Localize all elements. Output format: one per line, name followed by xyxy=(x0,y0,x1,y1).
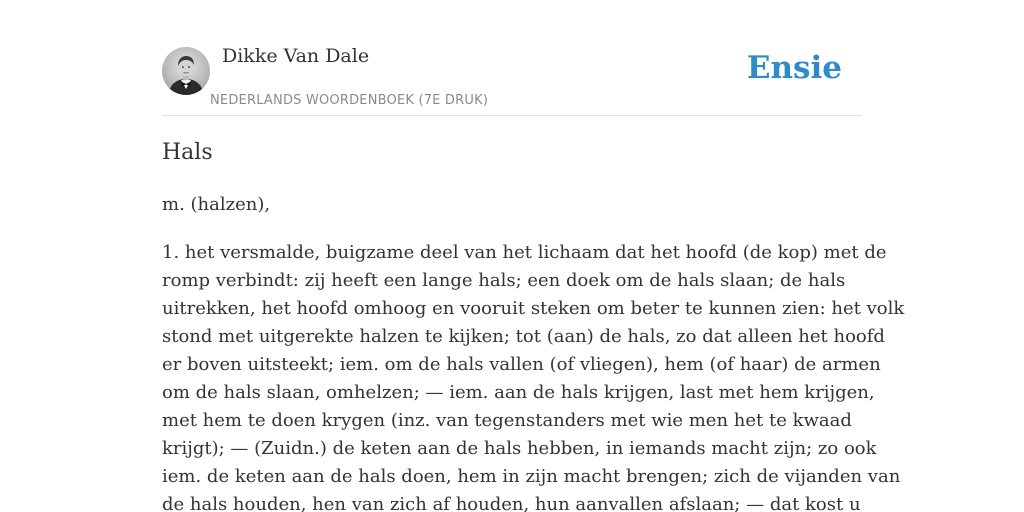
definition-line: de hals houden, hen van zich af houden, hun aanvallen afslaan; — dat kost u xyxy=(162,494,861,512)
definition-line: om de hals slaan, omhelzen; — iem. aan de hals krijgen, last met hem krijgen, xyxy=(162,382,875,403)
grammar-note: m. (halzen), xyxy=(162,194,271,215)
author-name[interactable]: Dikke Van Dale xyxy=(222,45,370,67)
definition-line: iem. de keten aan de hals doen, hem in zijn macht brengen; zich de vijanden van xyxy=(162,466,901,487)
definition-line: romp verbindt: zij heeft een lange hals; een doek om de hals slaan; de hals xyxy=(162,270,846,291)
definition-line: uitrekken, het hoofd omhoog en vooruit steken om beter te kunnen zien: het volk xyxy=(162,298,905,319)
source-name[interactable]: NEDERLANDS WOORDENBOEK (7E DRUK) xyxy=(210,93,489,108)
definition-text xyxy=(162,239,905,512)
entry-title: Hals xyxy=(162,140,213,165)
author-avatar[interactable] xyxy=(162,47,210,95)
header-divider xyxy=(162,115,862,116)
definition-line: stond met uitgerekte halzen te kijken; tot (aan) de hals, zo dat alleen het hoofd xyxy=(162,326,885,347)
definition-line: krijgt); — (Zuidn.) de keten aan de hals hebben, in iemands macht zijn; zo ook xyxy=(162,438,877,459)
ensie-logo[interactable]: Ensie xyxy=(746,50,842,86)
definition-line: er boven uitsteekt; iem. om de hals vallen (of vliegen), hem (of haar) de armen xyxy=(162,354,881,375)
definition-line: met hem te doen krygen (inz. van tegenstanders met wie men het te kwaad xyxy=(162,410,852,431)
definition-line: 1. het versmalde, buigzame deel van het lichaam dat het hoofd (de kop) met de xyxy=(162,242,887,263)
portrait-photo-icon xyxy=(162,47,210,95)
